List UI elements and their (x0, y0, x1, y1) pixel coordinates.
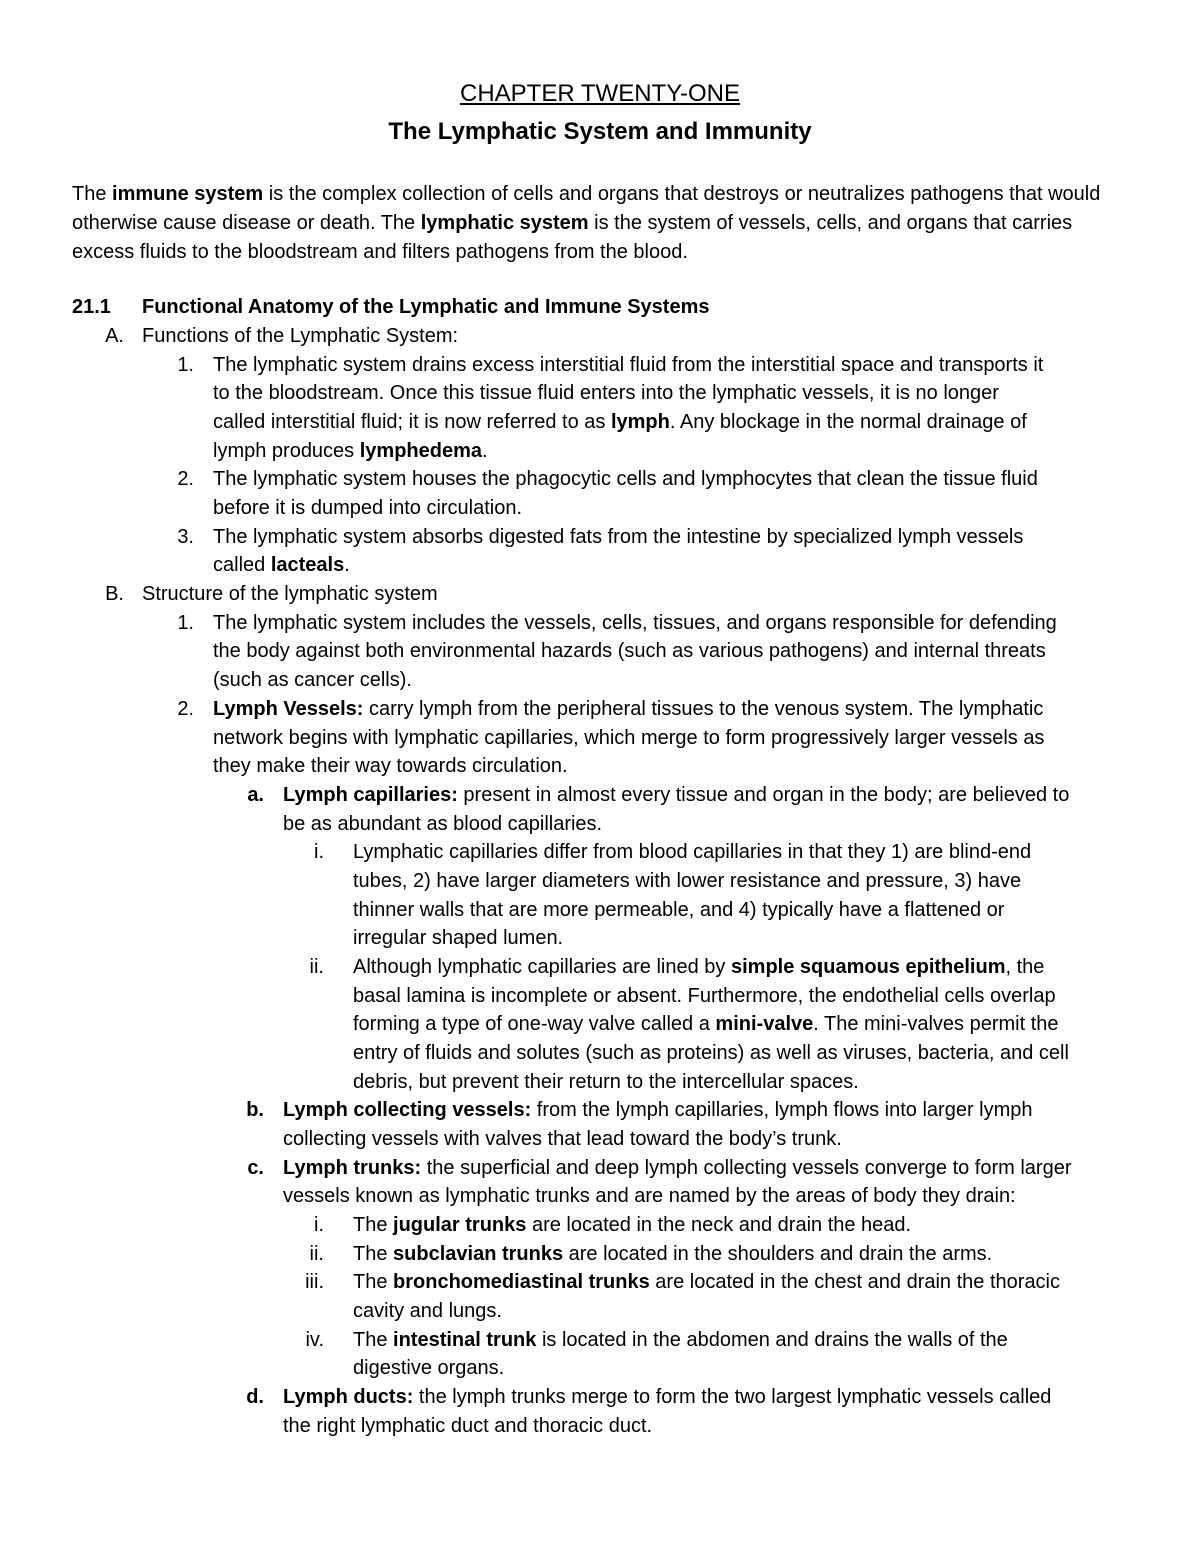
heading-functions: Functions of the Lymphatic System: (142, 325, 459, 347)
text-run: are located in the neck and drain the head. (526, 1214, 912, 1236)
text-run: . Any blockage in the normal drainage of (669, 411, 1027, 433)
text-run: , the (1005, 956, 1045, 978)
list-item-text: The lymphatic system houses the phagocytic cells and lymphocytes that clean the tissue fluid (213, 468, 1038, 490)
bold-term: subclavian trunks (393, 1243, 564, 1265)
list-marker: b. (246, 1099, 264, 1121)
text-run: The (353, 1329, 394, 1351)
section-title: Functional Anatomy of the Lymphatic and Immune Systems (142, 296, 710, 318)
list-item-text: Lymphatic capillaries differ from blood capillaries in that they 1) are blind-end (353, 841, 1032, 863)
text-run: The (353, 1271, 394, 1293)
intro-text: The (72, 183, 113, 205)
list-marker: d. (246, 1386, 264, 1408)
chapter-subtitle: The Lymphatic System and Immunity (388, 118, 812, 145)
list-marker: ii. (309, 956, 324, 978)
intro-text: is the system of vessels, cells, and organs that carries excess fluids to the bloodstream and filters pathogens from the blood. (72, 212, 1073, 263)
intro-bold-term: immune system (112, 183, 264, 205)
bold-term: lacteals (270, 554, 345, 576)
list-item-text: (such as cancer cells). (213, 669, 412, 691)
text-run: . The mini-valves permit the (813, 1013, 1059, 1035)
list-item-text (353, 1268, 1060, 1296)
bold-term: jugular trunks (393, 1214, 527, 1236)
text-run: is located in the abdomen and drains the walls of the (536, 1329, 1008, 1351)
list-item-text (283, 1154, 1072, 1182)
list-marker: a. (247, 784, 264, 806)
bold-term: intestinal trunk (393, 1329, 537, 1351)
bold-term: bronchomediastinal trunks (393, 1271, 650, 1293)
list-marker: A. (105, 325, 124, 347)
list-marker: i. (314, 841, 324, 863)
heading-structure: Structure of the lymphatic system (142, 583, 438, 605)
list-item-text: digestive organs. (353, 1357, 505, 1379)
text-run: Although lymphatic capillaries are lined by (353, 956, 731, 978)
text-run: are located in the chest and drain the thoracic (649, 1271, 1061, 1293)
list-item-text: network begins with lymphatic capillaries, which merge to form progressively larger vessels as (213, 727, 1045, 749)
list-item-text: the body against both environmental hazards (such as various pathogens) and internal threats (213, 640, 1046, 662)
list-marker: iv. (305, 1329, 324, 1351)
list-item-text (283, 781, 1069, 809)
bold-term: lymphedema (359, 440, 483, 462)
list-item-text (283, 1383, 1051, 1411)
bold-term: Lymph ducts: (283, 1386, 414, 1408)
list-item-text (213, 695, 1043, 723)
list-item-text: thinner walls that are more permeable, and 4) typically have a flattened or (353, 899, 1005, 921)
text-run: lymph produces (213, 440, 360, 462)
list-item-text: tubes, 2) have larger diameters with lower resistance and pressure, 3) have (353, 870, 1022, 892)
list-item-text (353, 1326, 1008, 1354)
list-item-text: The lymphatic system drains excess interstitial fluid from the interstitial space and transports it (213, 354, 1044, 376)
list-item-text (283, 1096, 1033, 1124)
list-item-text (213, 408, 1027, 436)
list-item-text: be as abundant as blood capillaries. (283, 813, 603, 835)
list-marker: 2. (177, 698, 194, 720)
list-item-text (353, 1240, 992, 1268)
list-item-text: before it is dumped into circulation. (213, 497, 523, 519)
text-run: the lymph trunks merge to form the two largest lymphatic vessels called (413, 1386, 1052, 1408)
list-item-text (353, 1010, 1059, 1038)
list-item-text: collecting vessels with valves that lead toward the body’s trunk. (283, 1128, 842, 1150)
text-run: are located in the shoulders and drain the arms. (563, 1243, 993, 1265)
list-item-text: The lymphatic system absorbs digested fats from the intestine by specialized lymph vessels (213, 526, 1024, 548)
list-item-text: the right lymphatic duct and thoracic duct. (283, 1415, 653, 1437)
list-marker: 3. (177, 526, 194, 548)
list-item-text: The lymphatic system includes the vessels, cells, tissues, and organs responsible for defending (213, 612, 1057, 634)
section-number: 21.1 (72, 296, 111, 318)
text-run: the superficial and deep lymph collecting vessels converge to form larger (421, 1157, 1072, 1179)
list-item-text: they make their way towards circulation. (213, 755, 568, 777)
list-item-text (213, 551, 350, 579)
text-run: present in almost every tissue and organ in the body; are believed to (457, 784, 1070, 806)
list-item-text (353, 1211, 911, 1239)
list-item-text: cavity and lungs. (353, 1300, 502, 1322)
list-item-text (353, 953, 1044, 981)
list-marker: 1. (177, 612, 194, 634)
chapter-title: CHAPTER TWENTY-ONE (459, 80, 741, 107)
list-item-text: irregular shaped lumen. (353, 927, 564, 949)
text-run: called (213, 554, 271, 576)
text-run: . (482, 440, 488, 462)
list-marker: 1. (177, 354, 194, 376)
text-run: from the lymph capillaries, lymph flows into larger lymph (531, 1099, 1033, 1121)
list-item-text: debris, but prevent their return to the intercellular spaces. (353, 1071, 859, 1093)
bold-term: Lymph trunks: (283, 1157, 422, 1179)
list-item-text: vessels known as lymphatic trunks and are named by the areas of body they drain: (283, 1185, 1016, 1207)
bold-term: mini-valve (715, 1013, 814, 1035)
list-item-text: to the bloodstream. Once this tissue fluid enters into the lymphatic vessels, it is no longer (213, 382, 999, 404)
text-run: The (353, 1214, 394, 1236)
list-marker: 2. (177, 468, 194, 490)
list-marker: ii. (309, 1243, 324, 1265)
intro-paragraph (72, 180, 1132, 267)
intro-bold-term: lymphatic system (420, 212, 589, 234)
list-item-text: entry of fluids and solutes (such as proteins) as well as viruses, bacteria, and cell (353, 1042, 1069, 1064)
list-marker: c. (247, 1157, 264, 1179)
text-run: carry lymph from the peripheral tissues to the venous system. The lymphatic (363, 698, 1044, 720)
text-run: forming a type of one-way valve called a (353, 1013, 716, 1035)
bold-term: Lymph collecting vessels: (283, 1099, 532, 1121)
list-item-text: basal lamina is incomplete or absent. Furthermore, the endothelial cells overlap (353, 985, 1056, 1007)
list-marker: B. (105, 583, 124, 605)
text-run: called interstitial fluid; it is now referred to as (213, 411, 611, 433)
list-marker: i. (314, 1214, 324, 1236)
bold-term: Lymph capillaries: (283, 784, 458, 806)
bold-term: lymph (610, 411, 670, 433)
bold-term: simple squamous epithelium (730, 956, 1006, 978)
text-run: . (344, 554, 350, 576)
list-item-text (213, 437, 488, 465)
list-marker: iii. (305, 1271, 324, 1293)
bold-term: Lymph Vessels: (213, 698, 364, 720)
text-run: The (353, 1243, 394, 1265)
intro-text: is the complex collection of cells and organs that destroys or neutralizes pathogens that would otherwise cause disease or death. The (72, 183, 1101, 234)
